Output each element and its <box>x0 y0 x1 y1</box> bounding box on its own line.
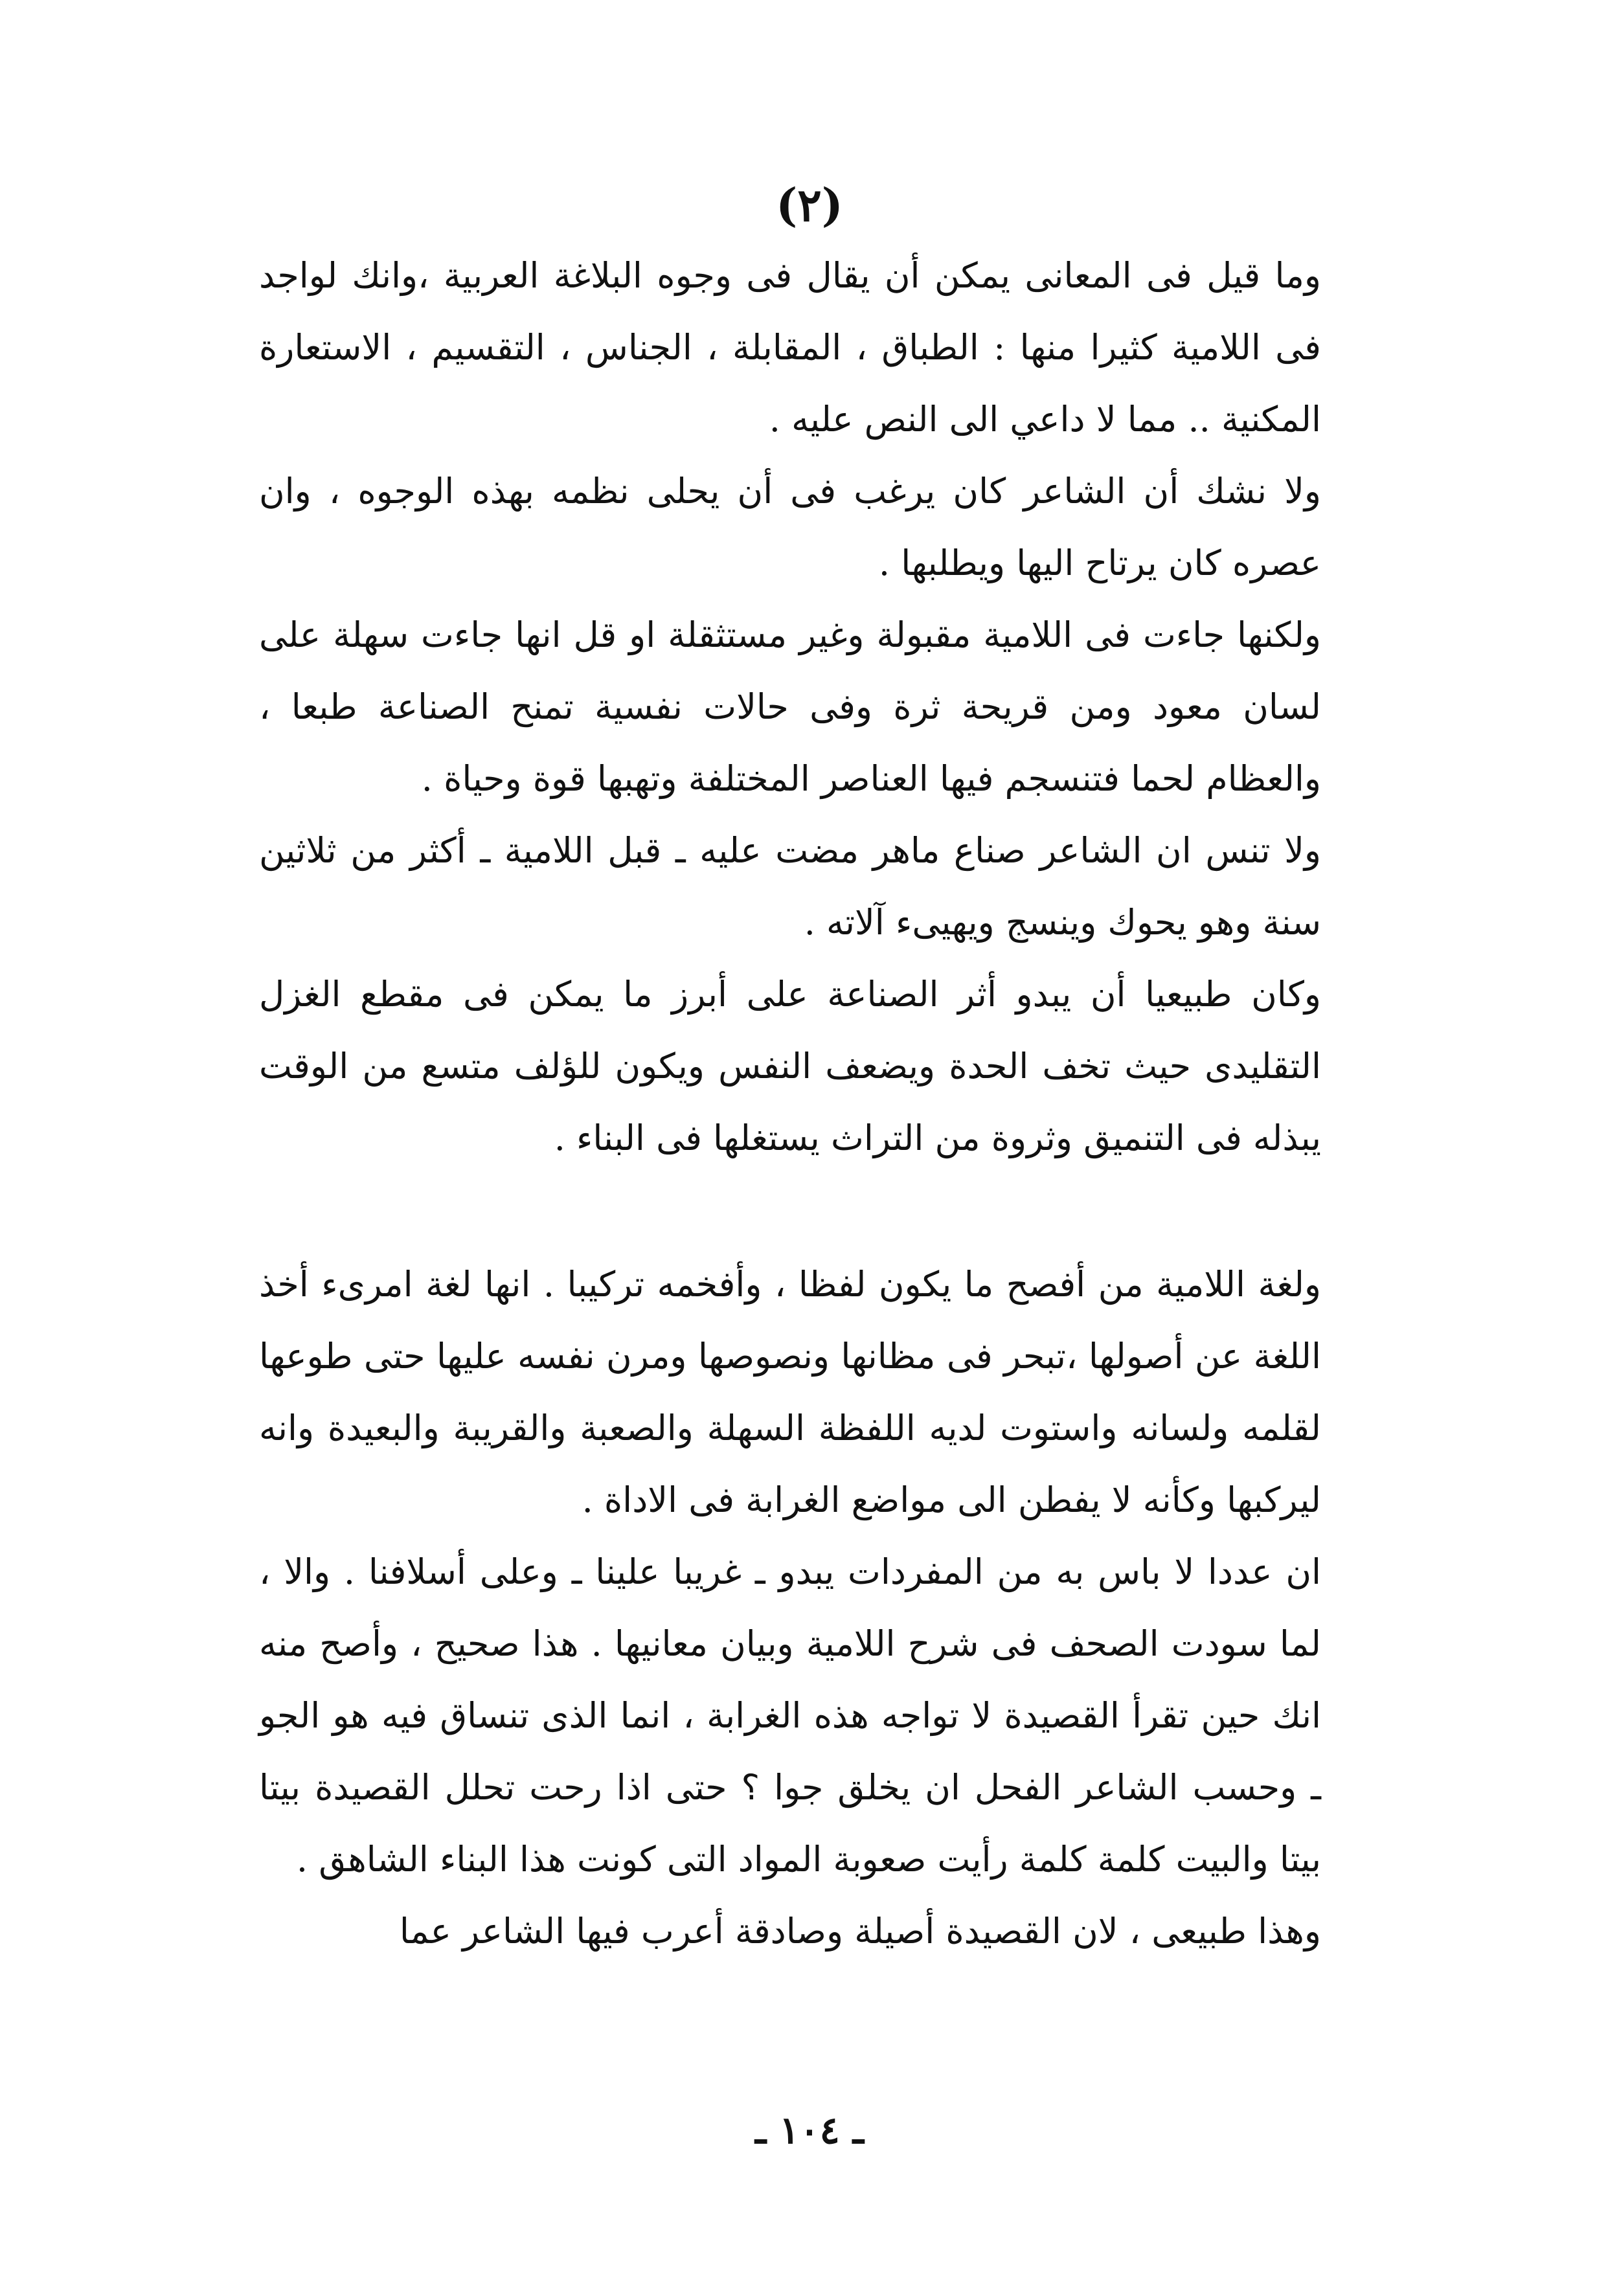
paragraph-language: ولغة اللامية من أفصح ما يكون لفظا ، وأفخمه تركيبا . انها لغة امرىء أخذ اللغة عن أصولها ،تبحر فى مظانها ونصوصها ومرن نفسه عليها حتى طوعها لقلمه ولسانه واستوت لديه اللفظة السهلة والصعبة والقريبة والبعيدة وانه ليركبها وكأنه لا يفطن الى مواضع الغرابة فى الاداة . <box>259 1264 1321 1520</box>
paragraph-gap <box>259 1174 1321 1248</box>
page-number: ـ ١٠٤ ـ <box>755 2108 864 2152</box>
section-number: (٢) <box>776 178 843 232</box>
paragraph-ghazal: وكان طبيعيا أن يبدو أثر الصناعة على أبرز ما يمكن فى مقطع الغزل التقليدى حيث تخف الحدة ويضعف النفس ويكون للؤلف متسع من الوقت يبذله فى التنميق وثروة من التراث يستغلها فى البناء . <box>259 974 1321 1158</box>
paragraph-poet-intent: ولا نشك أن الشاعر كان يرغب فى أن يحلى نظمه بهذه الوجوه ، وان عصره كان يرتاح اليها ويطلبها . <box>259 471 1321 583</box>
paragraph-vocabulary: ان عددا لا باس به من المفردات يبدو ـ غريبا علينا ـ وعلى أسلافنا . والا ، لما سودت الصحف فى شرح اللامية وبيان معانيها . هذا صحيح ، وأصح منه انك حين تقرأ القصيدة لا تواجه هذه الغرابة ، انما الذى تنساق فيه هو الجو ـ وحسب الشاعر الفحل ان يخلق جوا ؟ حتى اذا رحت تحلل القصيدة بيتا بيتا والبيت كلمة كلمة رأيت صعوبة المواد التى كونت هذا البناء الشاهق . <box>259 1551 1321 1880</box>
body-text <box>259 240 1321 1967</box>
paragraph-craftsman: ولا تنس ان الشاعر صناع ماهر مضت عليه ـ قبل اللامية ـ أكثر من ثلاثين سنة وهو يحوك وينسج ويهيىء آلاته . <box>259 830 1321 943</box>
paragraph-acceptance: ولكنها جاءت فى اللامية مقبولة وغير مستثقلة او قل انها جاءت سهلة على لسان معود ومن قريحة ثرة وفى حالات نفسية تمنح الصناعة طبعا ، والعظام لحما فتنسجم فيها العناصر المختلفة وتهبها قوة وحياة . <box>259 614 1321 799</box>
paragraph-rhetoric: وما قيل فى المعانى يمكن أن يقال فى وجوه البلاغة العربية ،وانك لواجد فى اللامية كثيرا منها : الطباق ، المقابلة ، الجناس ، التقسيم ، الاستعارة المكنية .. مما لا داعي الى النص عليه . <box>259 255 1322 440</box>
paragraph-natural: وهذا طبيعى ، لان القصيدة أصيلة وصادقة أعرب فيها الشاعر عما <box>399 1911 1321 1952</box>
